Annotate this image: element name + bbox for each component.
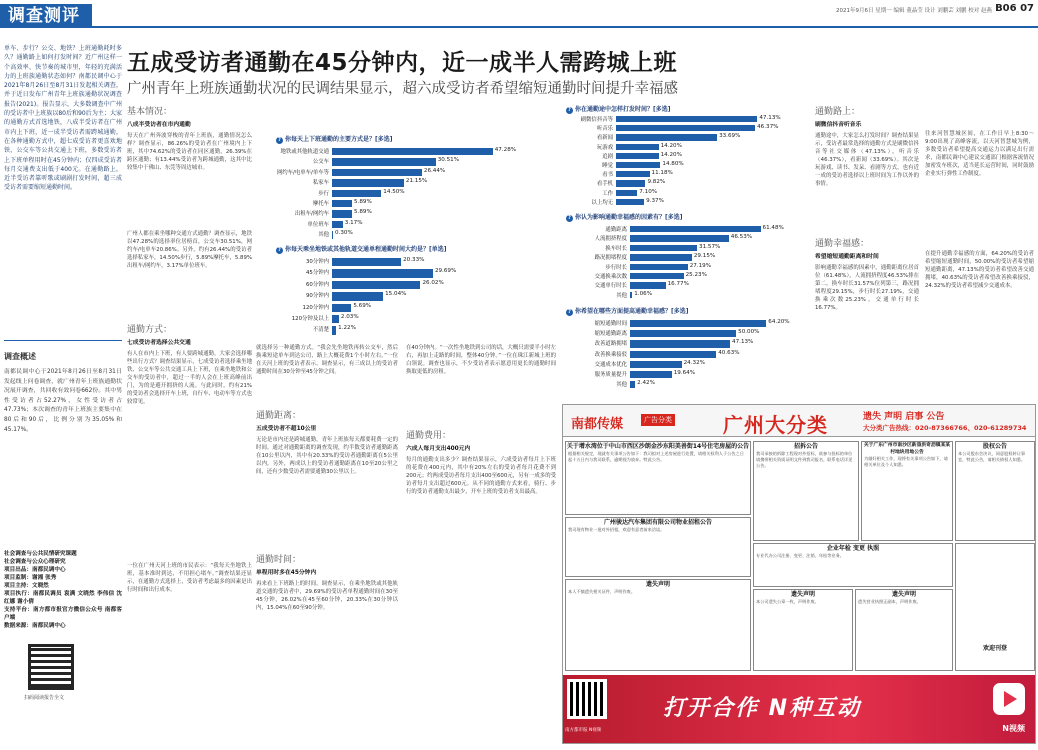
column-4 [560,104,810,394]
survey-overview-heading [4,340,122,363]
chart-4 [560,224,810,300]
bar-value-label: 26.02% [422,279,444,286]
masthead-rule [92,26,1038,28]
footer-qr-caption: 南方都市报 N视频 [565,728,602,733]
bar-category-label: 30分钟内 [305,259,329,265]
bar-value-label: 27.19% [689,262,712,269]
bar-value-label: 29.69% [434,268,457,275]
bar-category-label: 追剧 [602,153,613,160]
happiness-text: 影响通勤幸福感的因素中，通勤距离位居首位（61.48%），人流拥挤程度46.53%排在第二，换车时长31.57%位列第三，路况拥堵程度29.15%，步行时长27.19%，交通换乘次数25.23%，交通单行时长16.77%。 [815,265,919,311]
distance-heading: 通勤距离： [256,411,302,421]
bar-value-label: 24.32% [683,359,705,366]
bar-value-label: 2.42% [637,380,655,387]
bar-value-label: 46.53% [730,234,753,241]
left-column [4,44,122,744]
bar [616,171,650,177]
bar-value-label: 11.18% [651,170,673,177]
bar-value-label: 40.63% [718,349,740,356]
bar-category-label: 120分钟及以上 [291,316,329,322]
commute-method-text: 有人在市内上下班，有人要跨城通勤。大家会选择哪些出行方式？调查结果显示，七成受访者选择乘坐地铁、公交车等公共交通工具上下班，在乘坐地铁和公交车的受访者中，超过一半的人会在上班高峰前出门，为的是避开拥挤的人流。与此同时，约有21%的受访者会选择开车上班，自行车、电动车等方式也较常见。 [127,351,252,405]
column-3 [256,104,558,744]
bar-category-label: 步行时长 [605,264,627,271]
bar-value-label: 9.37% [646,197,664,204]
happiness-subheading: 希望缩短通勤距离和时间 [815,254,879,260]
bar-category-label: 120分钟内 [302,304,329,311]
bar [332,304,351,312]
bar-category-label: 私家车 [312,180,329,187]
credit-line: 支持平台：南方都市报官方微信公众号 南都客户端 [4,607,122,621]
bar [630,371,672,378]
commute-method-heading: 通勤方式： [127,325,173,335]
chart-2-title-text: 你每天乘坐地铁或其他轨道交通单程通勤时间大约是？[单选] [285,246,447,253]
bar-value-label: 47.13% [732,339,754,346]
ad-cell [861,441,953,541]
bar-category-label: 玩游戏 [596,144,613,151]
happiness-heading: 通勤幸福感： [815,239,870,249]
col3-right-text-1: 在40分钟内。“一次性坐地铁到公司的话，大概只需要半小时左右，再加上走路的时间，整体40分钟。”一位在珠江新城上班的白领说。调查也显示，不少受访者表示愿意用更长的通勤时间换取更低的房租。 [406,345,556,375]
credit-line: 项目主持：文晓然 [4,583,49,589]
bar [616,134,717,140]
bar-value-label: 5.69% [353,302,372,309]
time-text: 再来看上下班路上的时间。调查显示，在乘坐地铁或其他轨道交通的受访者中，29.69%的受访者单程通勤时间在30至45分钟，26.02%在45至60分钟，20.33%在30分钟以内，15.04%在60至90分钟。 [256,581,398,611]
credit-line: 数据来源：南都民调中心 [4,623,66,629]
col5-right-text-2: 在提升通勤幸福感的方面，64.20%的受访者希望缩短通勤时间，50.00%的受访者希望缩短通勤距离，47.13%的受访者希望改善交通拥堵，40.63%的受访者希望改善换乘接驳，24.32%的受访者希望减少交通成本。 [925,251,1034,289]
credit-line: 项目出品：南都民调中心 [4,567,66,573]
bar-category-label: 公交车 [312,159,329,166]
basic-info-text: 每天在广州奔波穿梭的青年上班族，通勤情况怎么样？调查显示，86.26%的受访者在广州境内上下班，其中74.62%的受访者在同区通勤，26.39%在跨区通勤；有13.44%受访者为跨城通勤，这其中比较集中于佛山、东莞等周边城市。 [127,133,252,171]
bar [616,162,660,168]
intro-text: 单车、步行？公交、地铁？上班通勤耗时多久？通勤路上如何打发时间？近广州这样一个高效率、快节奏的城市里，年轻的充满活力的上班族通勤状态如何？南都民调中心于2021年8月26日至8月31日发起相关调查，并于近日发布广州青年上班族通勤状况调查报告(2021)。报告显示，大多数调查中广州的受访者中上班族以80后和90后为主；大家的通勤方式首选地铁，八成半受访者在广州市内上下班，近一成半受访者需跨城通勤，在各种通勤方式中，超七成受访者更喜欢地铁、公交车等公共交通上下班，多数受访者上下班单程用时在45分钟内；仅四成受访者每月交通费支出低于400元。在通勤路上，近半受访者靠听歌或刷剧打发时间，超三成受访者需要缩短通勤时间。 [4,45,122,192]
bar [332,210,352,217]
bar-category-label: 缩短通勤时间 [594,321,627,327]
bar-value-label: 7.10% [639,188,658,195]
bar-value-label: 1.06% [634,290,653,297]
bar-value-label: 21.15% [405,178,428,185]
chart-5 [560,318,810,390]
bar-category-label: 交通成本优化 [594,361,627,368]
bar-value-label: 31.57% [699,243,721,250]
bar-value-label: 50.00% [738,329,760,336]
credit-line: 社会调查与公众心理研究 [4,559,66,565]
bar-value-label: 14.80% [662,161,684,167]
col5-right [925,130,1034,396]
bar-value-label: 2.03% [340,314,359,320]
bar-category-label: 不清楚 [312,327,329,334]
ads-phone: 大分类广告热线：020-87366766、020-61289734 [863,424,1027,432]
bar-category-label: 听音乐 [596,126,613,133]
bar [630,340,730,347]
col5-right-text-1: 往来河智慧城区间，在工作日早上8:30～9:00出现了高峰客流，以天河智慧城为例，多数受访者希望提高交通运力以满足出行需求，南都民调中心建议交通部门根据客流情况加密发车班次，适当延长运营时间，同时鼓励企业实行弹性工作制度。 [925,131,1034,177]
bar-category-label: 改善道路拥堵 [594,341,627,348]
ad-cell-title: 欢迎刊登 [982,645,1007,652]
bar-value-label: 47.13% [759,115,781,121]
column-5 [815,104,1034,396]
bar [332,200,352,207]
credit-line: 项目监制：谢湘 张秀 [4,575,57,581]
bar [630,264,688,270]
bar-category-label: 交通换乘次数 [594,274,627,280]
credit-line: 项目执行：南都民调员 袁满 文晓然 李伟信 沈红娜 谢小倩 [4,591,122,605]
bar-value-label: 26.44% [423,167,446,174]
bar-category-label: 地铁或其他轨道交通 [280,149,329,155]
bar [332,169,422,176]
chart-2 [256,256,556,338]
qr-code[interactable] [28,644,74,690]
classified-ads [562,404,1036,744]
chart-2-title [276,244,447,254]
bar-category-label: 看新闻 [596,135,613,142]
bar-value-label: 3.17% [344,219,363,226]
bar-category-label: 路况拥堵程度 [594,255,627,262]
section-tab-label: 调查测评 [8,6,80,26]
footer-slogan: 打开合作 N种互动 [663,696,862,721]
bar-category-label: 其他 [616,382,627,389]
chart-5-title-text: 你希望在哪些方面提高通勤幸福感？[多选] [575,308,689,315]
bar-category-label: 网约车/电单车/单车等 [276,169,329,176]
ad-cell-title: 遗失声明 [891,591,916,598]
basic-info-text-2: 广州人都在乘坐哪种交通方式通勤？调查显示，地铁以47.28%的选择率位居榜首，公交车30.51%，网约车/电单车20.86%。另外，约有26.44%的受访者选择私家车，14.50%步行，5.89%摩托车，5.89%出租车/网约车，3.17%单位班车。 [127,231,252,269]
ads-title: 广州大分类 [723,413,828,437]
bar [332,258,401,266]
ad-cell-title: 股权公告 [982,443,1007,450]
time-subheading: 单程用时多在45分钟内 [256,570,317,576]
bar [616,125,755,131]
bar [332,179,404,186]
bar-category-label: 交通单行时长 [594,283,627,290]
bar-category-label: 睡觉 [602,163,613,169]
bar [332,190,381,197]
ad-cell [855,589,953,671]
ad-cell [753,543,953,587]
bar [332,292,383,300]
ad-cell [955,543,1035,671]
bar-value-label: 0.30% [335,230,353,237]
bar [332,326,336,334]
bar [616,199,644,205]
ad-cell-text: 我司现有物业一批对外招租，欢迎有意者前来洽谈。 [568,527,665,532]
question-icon: ? [566,215,573,222]
cost-subheading: 六成人每月支出400元内 [406,446,471,452]
bar-category-label: 换车时长 [605,245,627,252]
bar-category-label: 刷微信抖音等 [580,117,613,123]
n-video-logo-icon[interactable] [993,683,1025,715]
bar-value-label: 61.48% [762,225,784,231]
bar-value-label: 19.64% [673,370,696,376]
ad-cell-title: 关于增水湾位于中山市西区沙朗金沙东阳美善街14号住宅房屋的公告 [566,443,750,450]
commute-method-text-2: 一位在广州天河上班的市民表示：“我每天坐地铁上班，基本准时到达，不用担心堵车。”调查结果还显示，在通勤方式选择上，受访者考虑最多的因素是出行时间和出行成本。 [127,563,252,593]
bar [630,351,716,358]
bar [630,235,729,241]
ad-cell-text: 遗失营业执照正副本，声明作废。 [858,599,921,604]
ad-cell-text: 为做好相关工作，现将有关事项公告如下，请相关单位及个人知悉。 [864,456,948,467]
bar-category-label: 通勤距离 [605,227,627,233]
on-the-way-text: 通勤途中，大家怎么打发时间？调查结果显示，受访者最常选择的通勤方式是刷微信抖音等社交媒体（47.13%），听音乐（46.37%），看新闻（33.69%）。其次是玩游戏、读书、发呆、看剧等方式，也有近一成的受访者选择以上班时间为工作以外的事情。 [815,133,919,187]
masthead [0,0,1038,30]
bar [616,190,637,196]
col5-left [815,104,919,396]
bar-category-label: 出租车/网约车 [294,211,329,218]
survey-text: 南都民调中心于2021年8月26日至8月31日发起线上问卷调查，就广州青年上班族通勤状况展开调查，共回收有效问卷662份。其中男性受访者占52.27%，女性受访者占47.73%；本次调查的青年上班族主要集中在80后和90后，比例分别为35.05%和45.17%。 [4,369,122,433]
bar-category-label: 其他 [318,232,329,239]
bar-value-label: 5.89% [354,199,372,205]
bar-value-label: 14.20% [660,151,682,158]
bar [630,361,682,368]
credits [4,550,122,630]
bar-value-label: 15.04% [385,291,407,298]
ad-cell-text: 根据相关规定，现就有关事项公告如下：我司拟对上述房屋进行处置，请相关权利人于公告之日起十五日内与我司联系，逾期视为放弃。特此公告。 [568,451,744,462]
bar [332,315,339,323]
bar-category-label: 看书 [602,172,613,179]
chart-1-title-text: 你每天上下班通勤的主要方式是？[多选] [285,136,393,143]
bar [630,254,692,260]
ad-cell [955,441,1035,541]
section-tab [0,4,92,28]
survey-overview-title: 调查概述 [4,352,36,361]
bar [332,158,436,165]
bar-category-label: 60分钟内 [305,281,329,288]
ad-cell-title: 招拆公告 [793,443,818,450]
cost-text: 每月的通勤支出多少？调查结果显示，六成受访者每月上下班的花费在400元内，其中有20%左右的受访者每月花费不到200元；约两成受访者每月支出400至600元，另有一成多的受访者每月支出超过600元。从不同的通勤方式来看，骑行、步行的受访者通勤支出最少，开车上班的受访者支出最高。 [406,457,556,495]
bar [630,330,736,337]
chart-4-title-text: 你认为影响通勤幸福感的因素有？[多选] [575,214,683,221]
distance-subheading: 五成受访者不超10公里 [256,426,317,432]
commute-method-subheading: 七成受访者选择公共交通 [127,340,191,346]
bar-category-label: 摩托车 [312,201,329,207]
brand-tag: 广告分类 [641,414,675,426]
bar-category-label: 步行 [318,190,329,197]
bar [332,221,343,228]
page-number: B06 07 [995,3,1034,14]
bar-value-label: 25.23% [685,272,707,278]
bar [630,282,666,288]
bar-category-label: 服务质量提升 [594,372,627,378]
bar-value-label: 9.82% [647,179,666,186]
ads-notice: 遗失 声明 启事 公告 [863,412,945,422]
ad-cell-title: 遗失声明 [645,581,670,588]
ad-cell-text: 本人不慎遗失相关证件，声明作废。 [568,589,636,594]
subhead: 广州青年上班族通勤状况的民调结果显示，超六成受访者希望缩短通勤时间提升幸福感 [127,81,678,97]
bar-value-label: 30.51% [437,157,460,164]
bar [332,148,493,155]
bar [630,292,632,298]
bar [630,226,761,232]
ad-cell-text: 本公司遗失公章一枚，声明作废。 [756,599,819,604]
ads-footer-banner[interactable] [563,675,1035,743]
ad-cell [753,589,853,671]
bar [630,245,697,251]
bar [630,320,766,327]
chart-4-title [566,212,683,222]
ad-cell [753,441,859,541]
time-heading: 通勤时间： [256,555,302,565]
basic-info-heading: 基本情况： [127,107,173,117]
question-icon: ? [566,309,573,316]
bar-value-label: 64.20% [768,319,790,325]
ad-cell-title: 企业年检 变更 执照 [826,545,880,552]
chart-3-title [566,104,671,114]
footer-qr-code[interactable] [567,679,607,719]
ad-cell [565,579,751,671]
bar-value-label: 16.77% [667,281,689,288]
bar-category-label: 其他 [616,292,627,299]
bar [332,231,333,238]
ad-cell-title: 关于广东广州市南沙区新垦洪奇沥镇某某村地块用地公告 [863,443,951,455]
bar-category-label: 90分钟内 [305,293,329,300]
bar [616,153,659,159]
cost-heading: 通勤费用： [406,431,452,441]
ad-cell-text: 专业代办公司注册、变更、注销、年检等业务。 [756,553,844,558]
chart-5-title [566,306,689,316]
headline: 五成受访者通勤在45分钟内，近一成半人需跨城上班 [127,50,678,76]
ad-cell-title: 遗失声明 [790,591,815,598]
bar [332,281,420,289]
credit-line: 社会调查与公共民情研究课题 [4,551,77,557]
bar-category-label: 以上均无 [591,199,613,206]
bar-value-label: 29.15% [693,253,716,260]
basic-info-subheading: 八成半受访者在市内通勤 [127,122,191,128]
column-2 [127,104,252,744]
date-line: 2021年9月6日 星期一 编辑 董晶莹 设计 刘鹏芸 刘鹏 校对 赵燕 [836,8,992,14]
question-icon: ? [276,137,283,144]
bar-category-label: 单位班车 [307,221,329,228]
ad-cell-text: 本公司股东会决议，同意股权转让事宜，特此公告，请相关债权人知悉。 [958,451,1026,462]
bar-category-label: 缩短通勤距离 [594,331,627,338]
bar-value-label: 1.22% [338,325,356,332]
chart-1 [256,146,556,242]
ad-cell-title: 广州骏达汽车集团有限公司物业招租公告 [603,519,712,526]
question-icon: ? [566,107,573,114]
brand-logo: 南都传媒 [571,417,624,432]
bar [616,144,659,150]
play-icon [1004,691,1017,707]
distance-text: 无论是市内还是跨城通勤，青年上班族每天都要耗费一定的时间。通过对通勤距离的调查发现，约半数受访者通勤距离在10公里以内，其中有20.33%的受访者通勤距离在5公里以内。另外，两成以上的受访者通勤距离在10至20公里之间，还有少数受访者需要通勤30公里以上。 [256,437,398,475]
bar-value-label: 47.28% [494,147,517,153]
bar-value-label: 20.33% [403,257,425,263]
chart-3 [560,114,810,208]
bar [332,269,433,277]
bar-value-label: 5.89% [354,209,372,216]
bar-category-label: 人流拥挤程度 [594,236,627,243]
on-the-way-heading: 通勤路上： [815,107,861,117]
on-the-way-subheading: 刷微信抖音听音乐 [815,122,862,128]
bar [630,273,684,279]
bar-category-label: 改善换乘接驳 [594,351,627,358]
bar-category-label: 45分钟内 [305,270,329,277]
col3-right-text [406,344,556,744]
ads-header [563,405,1035,437]
footer-brand: N视频 [1002,724,1025,733]
bar [616,180,645,186]
col3-left-text [256,344,398,744]
bar-category-label: 看手机 [596,181,613,188]
bar-value-label: 14.20% [660,142,682,149]
bar-value-label: 14.50% [383,188,405,195]
bar-category-label: 工作 [602,190,613,197]
col3-text: 就选择另一种通勤方式。“我会先坐地铁再转公交车，然后换乘短途单车到达公司，路上大概花费1个小时左右。”一位在天河上班的受访者表示。调查显示，有三成以上的受访者通勤时间在30分钟至45分钟之间。 [256,345,398,375]
question-icon: ? [276,247,283,254]
ad-cell [565,441,751,515]
qr-caption: 扫码阅读报告全文 [24,695,65,701]
ad-cell-text: 我司承接的拆除工程现对外招标，欲参与投标的单位请携带相关资质证明文件到我司报名。联系电话详见公告。 [756,451,853,468]
bar [630,381,635,388]
chart-3-title-text: 你在通勤途中怎样打发时间？[多选] [575,106,671,113]
chart-1-title [276,134,393,144]
ad-cell [565,517,751,577]
bar [616,116,757,122]
bar-value-label: 33.69% [719,133,741,140]
bar-value-label: 46.37% [757,124,779,131]
